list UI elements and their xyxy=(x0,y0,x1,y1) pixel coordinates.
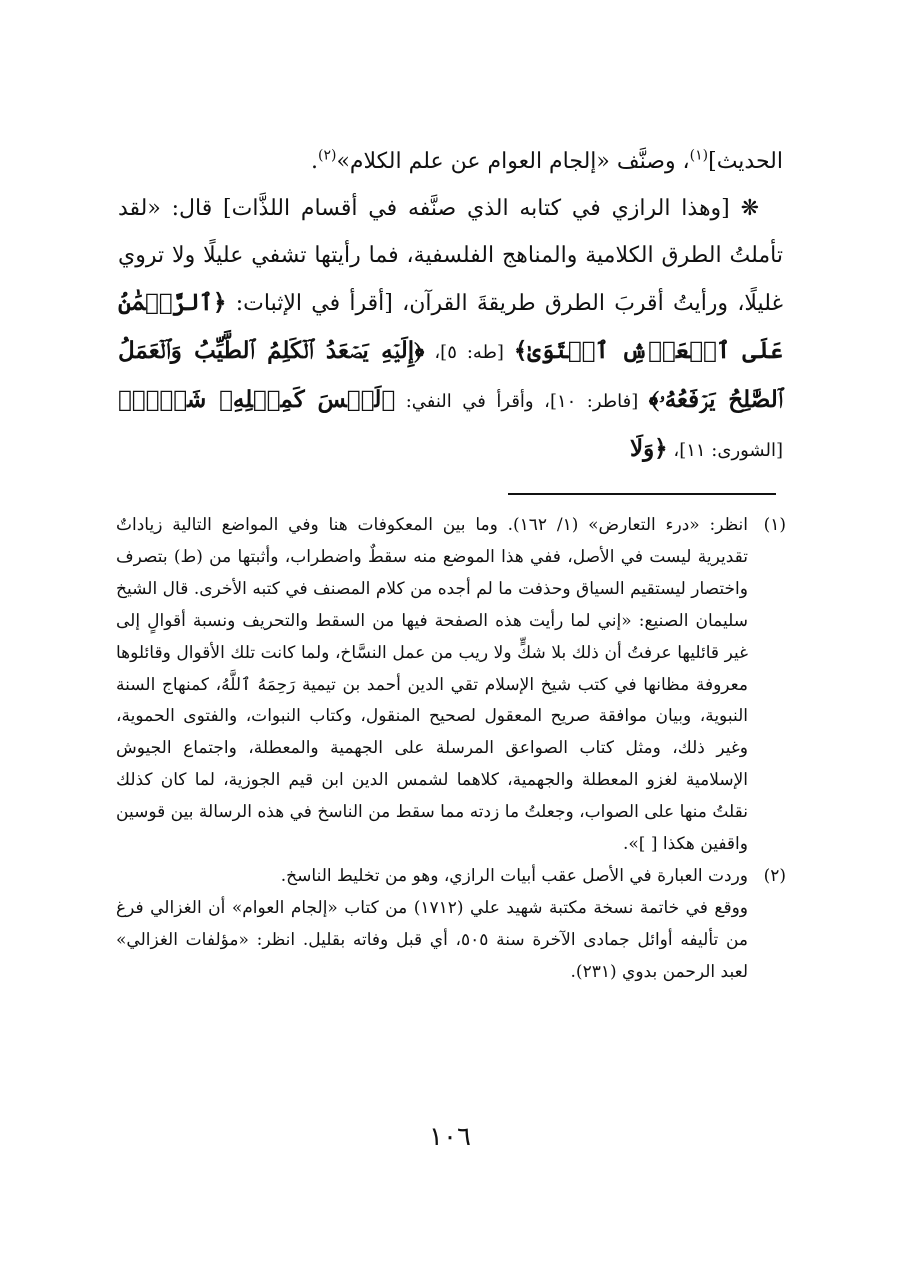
footnote-1 xyxy=(116,510,786,861)
verse-ref-shura: [الشورى: ١١]، xyxy=(667,440,783,461)
footnote-2-body xyxy=(116,861,748,893)
footnote-1-number: (١) xyxy=(763,515,786,535)
main-text-block xyxy=(118,138,783,474)
footnote-separator xyxy=(508,493,776,495)
opening-line xyxy=(118,138,783,185)
quran-verse-fatir: ﴿إِلَيۡهِ يَصۡعَدُ ٱلۡكَلِمُ ٱلطَّيِّبُ وَٱلۡعَمَلُ ٱلصَّٰلِحُ يَرۡفَعُهُۥ﴾ xyxy=(118,337,783,413)
quran-verse-taha: ﴿ٱلرَّحۡمَٰنُ عَلَى ٱلۡعَرۡشِ ٱسۡتَوَىٰ﴾ xyxy=(118,289,783,364)
verse-ref-fatir: [فاطر: ١٠]، وأقرأ في النفي: xyxy=(395,391,649,412)
razi-paragraph xyxy=(118,185,783,474)
opening-line-middle: ، وصنَّف «إلجام العوام عن علم الكلام» xyxy=(336,149,690,174)
opening-line-end: . xyxy=(310,149,318,174)
opening-line-text: الحديث] xyxy=(708,149,783,174)
footnote-ref-1[interactable]: (١) xyxy=(689,147,709,164)
footnote-ref-2[interactable]: (٢) xyxy=(317,147,337,164)
footnote-2-number: (٢) xyxy=(763,865,786,886)
razi-paragraph-text: ❋ [وهذا الرازي في كتابه الذي صنَّفه في أقسام اللذَّات] قال: «لقد تأملتُ الطرق الكلامية والمناهج الفلسفية، فما رأيتها تشفي عليلًا ولا تروي غليلًا، ورأيتُ أقربَ الطرق طريقةَ القرآن، [أقرأ في الإثبات: xyxy=(118,196,783,316)
footnote-2 xyxy=(116,861,786,893)
footnotes-block xyxy=(116,510,786,989)
verse-ref-taha: [طه: ٥]، xyxy=(424,342,514,363)
quran-verse-continued: ﴿وَلَا xyxy=(629,435,668,462)
page-number: ١٠٦ xyxy=(429,1122,471,1152)
footnote-2-text: وردت العبارة في الأصل عقب أبيات الرازي، وهو من تخليط الناسخ. xyxy=(280,865,748,886)
footnote-1-text: انظر: «درء التعارض» (١/ ١٦٢). وما بين المعكوفات هنا وفي المواضع التالية زياداتٌ تقديرية ليست في الأصل، ففي هذا الموضع منه سقطٌ واضطراب، وأثبتها من (ط) بتصرف واختصار ليستقيم السياق وحذفت ما لم أجده من كلام المصنف في كتبه الأخرى. قال الشيخ سليمان الصنيع: «إني لما رأيت هذه الصفحة فيها من السقط والتحريف ونسبة أقوالٍ إلى غير قائليها عرفتُ أن ذلك بلا شكٍّ ولا ريب من عمل النسَّاخ، ولما كانت تلك الأقوال وقائلوها معروفة مظانها في كتب شيخ الإسلام تقي الدين أحمد بن تيمية رَحِمَهُ ٱللَّهُ، كمنهاج السنة النبوية، وبيان موافقة صريح المعقول لصحيح المنقول، وكتاب النبوات، والفتوى الحموية، وغير ذلك، ومثل كتاب الصواعق المرسلة على الجهمية والمعطلة، واجتماع الجيوش الإسلامية لغزو المعطلة والجهمية، كلاهما لشمس الدين ابن قيم الجوزية، لما كان كذلك نقلتُ منها على الصواب، وجعلتُ ما زدته مما سقط من الناسخ في هذه الرسالة بين قوسين واقفين هكذا [ ]». xyxy=(116,515,749,855)
quran-verse-shura: ﴿لَيۡسَ كَمِثۡلِهِۦ شَيۡءٞ﴾ xyxy=(118,386,396,413)
footnote-2-continuation: ووقع في خاتمة نسخة مكتبة شهيد علي (١٧١٢) من كتاب «إلجام العوام» أن الغزالي فرغ من تأليفه أوائل جمادى الآخرة سنة ٥٠٥، أي قبل وفاته بقليل. انظر: «مؤلفات الغزالي» لعبد الرحمن بدوي (٢٣١). xyxy=(116,897,749,982)
footnote-1-body xyxy=(116,510,748,861)
